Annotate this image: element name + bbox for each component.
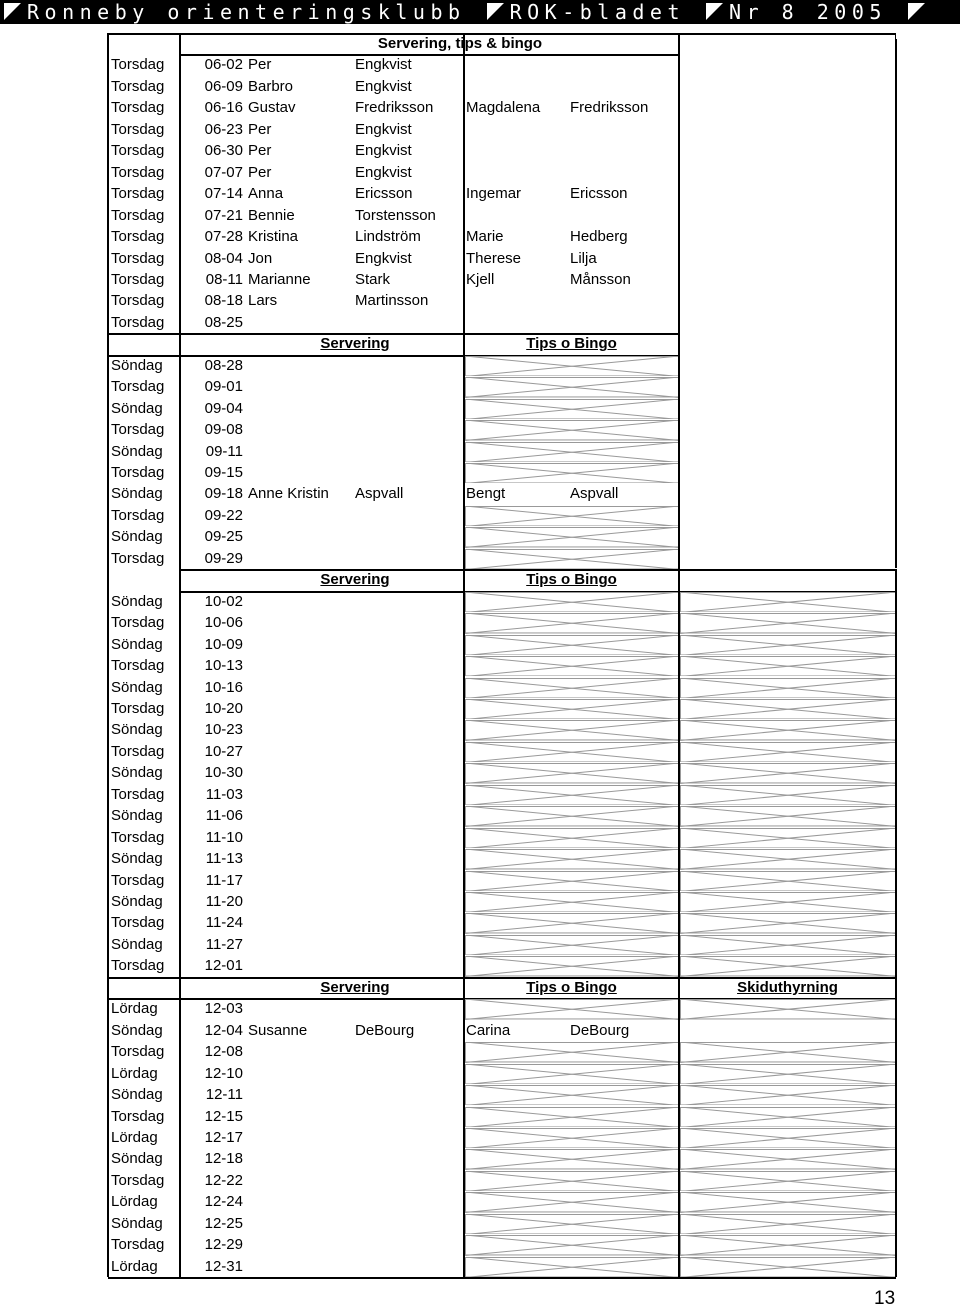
day-cell: Söndag xyxy=(111,1021,163,1039)
date-cell: 11-10 xyxy=(205,828,243,846)
last-name-cell: Stark xyxy=(355,270,391,288)
empty-cell-cross xyxy=(680,1107,896,1127)
day-cell: Söndag xyxy=(111,399,163,417)
day-cell: Torsdag xyxy=(111,614,165,632)
day-cell: Torsdag xyxy=(111,99,165,117)
day-cell: Torsdag xyxy=(111,549,165,567)
empty-cell-cross xyxy=(465,377,679,397)
tips-bingo-header: Tips o Bingo xyxy=(526,571,617,589)
table-row xyxy=(0,355,900,376)
day-cell: Söndag xyxy=(111,807,163,825)
date-cell: 08-04 xyxy=(204,249,243,267)
day-cell: Torsdag xyxy=(111,270,165,288)
day-cell: Söndag xyxy=(111,1150,163,1168)
club-name: Ronneby orienteringsklubb xyxy=(27,0,466,24)
empty-cell-cross xyxy=(465,1214,679,1234)
day-cell: Torsdag xyxy=(111,228,165,246)
first-name-cell: Per xyxy=(248,142,272,160)
day-cell: Lördag xyxy=(111,1193,158,1211)
last-name-cell: Fredriksson xyxy=(355,99,434,117)
last-name-cell: Engkvist xyxy=(355,56,412,74)
table-row xyxy=(0,462,900,483)
last-name-cell: Aspvall xyxy=(355,485,404,503)
ski-rental-header: Skiduthyrning xyxy=(737,978,838,996)
last-name-cell: Ericsson xyxy=(355,185,413,203)
partner-first-name-cell: Bengt xyxy=(466,485,506,503)
last-name-cell: Lindström xyxy=(355,228,421,246)
table-row xyxy=(0,248,900,269)
day-cell: Söndag xyxy=(111,635,163,653)
section-header-row xyxy=(0,977,900,998)
date-cell: 12-17 xyxy=(204,1128,243,1146)
day-cell: Torsdag xyxy=(111,421,165,439)
date-cell: 09-29 xyxy=(204,549,243,567)
empty-cell-cross xyxy=(465,956,679,976)
date-cell: 11-03 xyxy=(205,785,243,803)
day-cell: Torsdag xyxy=(111,77,165,95)
empty-cell-cross xyxy=(465,506,679,526)
day-cell: Torsdag xyxy=(111,1107,165,1125)
day-cell: Söndag xyxy=(111,592,163,610)
table-row xyxy=(0,548,900,569)
date-cell: 09-01 xyxy=(204,378,243,396)
date-cell: 07-21 xyxy=(204,206,243,224)
empty-cell-cross xyxy=(465,356,679,376)
first-name-cell: Susanne xyxy=(248,1021,308,1039)
day-cell: Söndag xyxy=(111,528,163,546)
empty-cell-cross xyxy=(680,1149,896,1169)
empty-cell-cross xyxy=(680,1235,896,1255)
date-cell: 12-18 xyxy=(204,1150,243,1168)
date-cell: 12-15 xyxy=(204,1107,243,1125)
day-cell: Lördag xyxy=(111,1257,158,1275)
empty-cell-cross xyxy=(465,913,679,933)
date-cell: 06-30 xyxy=(204,142,243,160)
empty-cell-cross xyxy=(680,1214,896,1234)
table-row xyxy=(0,76,900,97)
empty-cell-cross xyxy=(680,613,896,633)
paper-name: ROK-bladet xyxy=(509,0,685,24)
day-cell: Torsdag xyxy=(111,142,165,160)
tips-bingo-header: Tips o Bingo xyxy=(526,335,617,353)
day-cell: Torsdag xyxy=(111,1043,165,1061)
empty-cell-cross xyxy=(680,699,896,719)
date-cell: 08-18 xyxy=(204,292,243,310)
last-name-cell: DeBourg xyxy=(355,1021,415,1039)
date-cell: 09-25 xyxy=(204,528,243,546)
column-border xyxy=(678,33,680,1277)
servering-header: Servering xyxy=(320,335,390,353)
date-cell: 12-08 xyxy=(204,1043,243,1061)
last-name-cell: Torstensson xyxy=(355,206,436,224)
table-row xyxy=(0,162,900,183)
date-cell: 09-11 xyxy=(205,442,243,460)
table-row xyxy=(0,54,900,75)
empty-cell-cross xyxy=(465,463,679,483)
empty-cell-cross xyxy=(465,420,679,440)
date-cell: 12-24 xyxy=(204,1193,243,1211)
day-cell: Söndag xyxy=(111,721,163,739)
empty-cell-cross xyxy=(465,1257,679,1277)
partner-last-name-cell: Ericsson xyxy=(570,185,628,203)
day-cell: Lördag xyxy=(111,1128,158,1146)
date-cell: 10-20 xyxy=(204,699,243,717)
empty-cell-cross xyxy=(465,1149,679,1169)
day-cell: Söndag xyxy=(111,935,163,953)
table-row xyxy=(0,376,900,397)
empty-cell-cross xyxy=(680,1042,896,1062)
empty-cell-cross xyxy=(465,849,679,869)
day-cell: Torsdag xyxy=(111,464,165,481)
first-name-cell: Bennie xyxy=(248,206,295,224)
table-title-row xyxy=(0,33,900,54)
last-name-cell: Engkvist xyxy=(355,77,412,95)
day-cell: Söndag xyxy=(111,678,163,696)
date-cell: 11-20 xyxy=(205,893,243,910)
column-border xyxy=(895,39,897,568)
empty-cell-cross xyxy=(465,549,679,569)
date-cell: 09-22 xyxy=(204,506,243,524)
date-cell: 08-11 xyxy=(205,270,243,288)
table-row xyxy=(0,183,900,204)
date-cell: 06-02 xyxy=(204,56,243,74)
day-cell: Söndag xyxy=(111,764,163,782)
empty-cell-cross xyxy=(465,656,679,676)
empty-cell-cross xyxy=(465,785,679,805)
day-cell: Lördag xyxy=(111,1000,158,1018)
date-cell: 10-27 xyxy=(204,742,243,760)
empty-cell-cross xyxy=(465,1107,679,1127)
day-cell: Torsdag xyxy=(111,657,165,675)
day-cell: Söndag xyxy=(111,356,163,374)
last-name-cell: Engkvist xyxy=(355,142,412,160)
first-name-cell: Barbro xyxy=(248,77,294,95)
partner-last-name-cell: Fredriksson xyxy=(570,99,649,117)
date-cell: 12-29 xyxy=(204,1236,243,1254)
date-cell: 11-24 xyxy=(205,914,243,932)
first-name-cell: Kristina xyxy=(248,228,299,246)
day-cell: Torsdag xyxy=(111,1171,165,1189)
date-cell: 10-23 xyxy=(204,721,243,739)
first-name-cell: Per xyxy=(248,120,272,138)
partner-last-name-cell: Lilja xyxy=(570,249,597,267)
date-cell: 07-28 xyxy=(204,228,243,246)
first-name-cell: Lars xyxy=(248,292,278,310)
empty-cell-cross xyxy=(465,678,679,698)
empty-cell-cross xyxy=(680,849,896,869)
partner-first-name-cell: Carina xyxy=(466,1021,511,1039)
empty-cell-cross xyxy=(465,999,679,1019)
partner-last-name-cell: Aspvall xyxy=(570,485,619,503)
date-cell: 12-04 xyxy=(204,1021,243,1039)
day-cell: Torsdag xyxy=(111,163,165,181)
day-cell: Torsdag xyxy=(111,785,165,803)
empty-cell-cross xyxy=(680,635,896,655)
empty-cell-cross xyxy=(465,1085,679,1105)
row-border xyxy=(108,1277,896,1279)
day-cell: Söndag xyxy=(111,485,163,503)
empty-cell-cross xyxy=(465,871,679,891)
table-row xyxy=(0,269,900,290)
table-row xyxy=(0,205,900,226)
servering-header: Servering xyxy=(320,571,390,589)
empty-cell-cross xyxy=(465,1128,679,1148)
last-name-cell: Engkvist xyxy=(355,163,412,181)
row-border xyxy=(679,33,896,35)
date-cell: 06-09 xyxy=(204,77,243,95)
empty-cell-cross xyxy=(680,913,896,933)
date-cell: 10-09 xyxy=(204,635,243,653)
partner-first-name-cell: Therese xyxy=(466,249,522,267)
first-name-cell: Jon xyxy=(248,249,273,267)
empty-cell-cross xyxy=(465,699,679,719)
date-cell: 09-18 xyxy=(204,485,243,503)
date-cell: 10-30 xyxy=(204,764,243,782)
empty-cell-cross xyxy=(465,742,679,762)
empty-cell-cross xyxy=(680,871,896,891)
day-cell: Torsdag xyxy=(111,957,165,975)
date-cell: 10-16 xyxy=(204,678,243,696)
empty-cell-cross xyxy=(680,999,896,1019)
date-cell: 11-27 xyxy=(205,935,243,953)
empty-cell-cross xyxy=(465,399,679,419)
table-row xyxy=(0,419,900,440)
date-cell: 12-11 xyxy=(205,1086,243,1104)
first-name-cell: Anna xyxy=(248,185,284,203)
day-cell: Söndag xyxy=(111,1214,163,1232)
date-cell: 10-06 xyxy=(204,614,243,632)
empty-cell-cross xyxy=(680,1257,896,1277)
empty-cell-cross xyxy=(680,956,896,976)
day-cell: Torsdag xyxy=(111,871,165,889)
day-cell: Torsdag xyxy=(111,742,165,760)
column-border xyxy=(463,33,465,1277)
day-cell: Torsdag xyxy=(111,56,165,74)
date-cell: 08-28 xyxy=(204,356,243,374)
date-cell: 07-07 xyxy=(204,163,243,181)
tips-bingo-header: Tips o Bingo xyxy=(526,978,617,996)
empty-cell-cross xyxy=(680,935,896,955)
date-cell: 12-03 xyxy=(204,1000,243,1018)
date-cell: 11-17 xyxy=(205,871,243,889)
empty-cell-cross xyxy=(680,785,896,805)
date-cell: 12-25 xyxy=(204,1214,243,1232)
empty-cell-cross xyxy=(680,656,896,676)
date-cell: 10-02 xyxy=(204,592,243,610)
day-cell: Torsdag xyxy=(111,185,165,203)
first-name-cell: Anne Kristin xyxy=(248,485,329,503)
empty-cell-cross xyxy=(680,1171,896,1191)
first-name-cell: Per xyxy=(248,163,272,181)
date-cell: 11-06 xyxy=(205,807,243,825)
day-cell: Torsdag xyxy=(111,206,165,224)
empty-cell-cross xyxy=(465,1192,679,1212)
table-row xyxy=(0,398,900,419)
table-row xyxy=(0,441,900,462)
day-cell: Torsdag xyxy=(111,378,165,396)
empty-cell-cross xyxy=(465,1042,679,1062)
last-name-cell: Martinsson xyxy=(355,292,429,310)
first-name-cell: Gustav xyxy=(248,99,296,117)
empty-cell-cross xyxy=(465,892,679,912)
day-cell: Söndag xyxy=(111,850,163,868)
date-cell: 08-25 xyxy=(204,313,243,331)
row-border xyxy=(108,33,680,35)
empty-cell-cross xyxy=(680,1128,896,1148)
empty-cell-cross xyxy=(465,828,679,848)
empty-cell-cross xyxy=(465,613,679,633)
empty-cell-cross xyxy=(465,1064,679,1084)
column-border xyxy=(179,33,181,1277)
partner-first-name-cell: Ingemar xyxy=(466,185,522,203)
empty-cell-cross xyxy=(680,742,896,762)
date-cell: 07-14 xyxy=(204,185,243,203)
table-row xyxy=(0,140,900,161)
empty-cell-cross xyxy=(680,1064,896,1084)
servering-header: Servering xyxy=(320,978,390,996)
empty-cell-cross xyxy=(465,1235,679,1255)
date-cell: 09-08 xyxy=(204,421,243,439)
empty-cell-cross xyxy=(465,935,679,955)
partner-first-name-cell: Marie xyxy=(466,228,504,246)
day-cell: Torsdag xyxy=(111,313,165,331)
section-header-row xyxy=(0,333,900,354)
empty-cell-cross xyxy=(680,892,896,912)
section-header-row xyxy=(0,569,900,590)
empty-cell-cross xyxy=(465,527,679,547)
empty-cell-cross xyxy=(465,442,679,462)
empty-cell-cross xyxy=(680,1192,896,1212)
date-cell: 12-01 xyxy=(204,957,243,975)
date-cell: 12-22 xyxy=(204,1171,243,1189)
date-cell: 06-23 xyxy=(204,120,243,138)
first-name-cell: Per xyxy=(248,56,272,74)
day-cell: Torsdag xyxy=(111,506,165,524)
empty-cell-cross xyxy=(465,806,679,826)
date-cell: 09-04 xyxy=(204,399,243,417)
table-row xyxy=(0,312,900,333)
last-name-cell: Engkvist xyxy=(355,249,412,267)
partner-first-name-cell: Magdalena xyxy=(466,99,541,117)
day-cell: Söndag xyxy=(111,893,163,910)
day-cell: Torsdag xyxy=(111,249,165,267)
date-cell: 12-31 xyxy=(204,1257,243,1275)
table-row xyxy=(0,1020,900,1041)
date-cell: 12-10 xyxy=(204,1064,243,1082)
date-cell: 10-13 xyxy=(204,657,243,675)
page-number: 13 xyxy=(874,1288,896,1309)
date-cell: 06-16 xyxy=(204,99,243,117)
partner-last-name-cell: Månsson xyxy=(570,270,631,288)
table-title: Servering, tips & bingo xyxy=(377,35,543,52)
table-row xyxy=(0,226,900,247)
partner-first-name-cell: Kjell xyxy=(466,270,495,288)
issue-number: Nr 8 2005 xyxy=(729,0,887,24)
table-row xyxy=(0,483,900,504)
partner-last-name-cell: Hedberg xyxy=(570,228,628,246)
day-cell: Söndag xyxy=(111,1086,163,1104)
empty-cell-cross xyxy=(680,678,896,698)
date-cell: 09-15 xyxy=(204,464,243,481)
empty-cell-cross xyxy=(680,1085,896,1105)
day-cell: Torsdag xyxy=(111,292,165,310)
day-cell: Torsdag xyxy=(111,699,165,717)
column-border xyxy=(107,33,109,1277)
table-row xyxy=(0,97,900,118)
empty-cell-cross xyxy=(680,763,896,783)
table-row xyxy=(0,526,900,547)
empty-cell-cross xyxy=(465,1171,679,1191)
day-cell: Torsdag xyxy=(111,1236,165,1254)
table-row xyxy=(0,290,900,311)
table-row xyxy=(0,505,900,526)
day-cell: Torsdag xyxy=(111,120,165,138)
first-name-cell: Marianne xyxy=(248,270,311,288)
empty-cell-cross xyxy=(465,763,679,783)
empty-cell-cross xyxy=(465,720,679,740)
date-cell: 11-13 xyxy=(205,850,243,868)
empty-cell-cross xyxy=(465,592,679,612)
day-cell: Torsdag xyxy=(111,914,165,932)
empty-cell-cross xyxy=(680,806,896,826)
empty-cell-cross xyxy=(680,720,896,740)
day-cell: Torsdag xyxy=(111,828,165,846)
day-cell: Lördag xyxy=(111,1064,158,1082)
empty-cell-cross xyxy=(465,635,679,655)
empty-cell-cross xyxy=(680,828,896,848)
empty-cell-cross xyxy=(680,592,896,612)
column-border xyxy=(895,569,897,1277)
table-row xyxy=(0,119,900,140)
last-name-cell: Engkvist xyxy=(355,120,412,138)
partner-last-name-cell: DeBourg xyxy=(570,1021,630,1039)
day-cell: Söndag xyxy=(111,442,163,460)
